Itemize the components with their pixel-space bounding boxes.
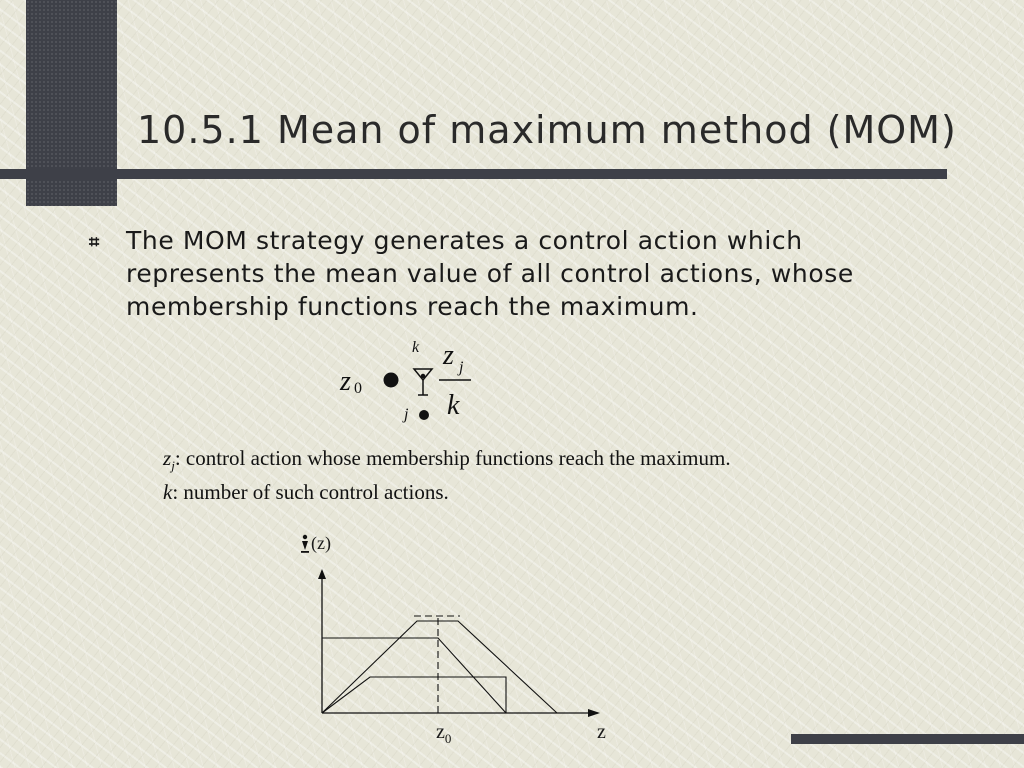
z0-label-subscript: 0 [444, 731, 452, 746]
formula-lhs: z [340, 366, 351, 397]
bottom-rule [791, 734, 1024, 744]
definition-zj-text: : control action whose membership functions reach the maximum. [174, 446, 731, 470]
bullet-text: The MOM strategy generates a control action which represents the mean value of all control actions, whose membership functions reach the maximum. [126, 226, 854, 321]
definition-zj [163, 446, 731, 474]
clipped-set-high [322, 638, 506, 713]
mu-icon [301, 535, 309, 553]
z0-label [436, 721, 451, 747]
sum-symbol-glyph [414, 369, 432, 395]
formula-symbols [375, 340, 495, 430]
definition-k-variable: k [163, 480, 173, 504]
y-axis-label: (z) [311, 533, 331, 553]
formula-denominator: k [447, 390, 460, 421]
title-rule [0, 169, 947, 179]
z0-label-var: z [436, 721, 445, 743]
definition-zj-subscript: j [171, 458, 175, 474]
formula-upper-limit: k [412, 339, 420, 356]
trapezoid-outer [322, 621, 557, 713]
bullet-icon: ⌗ [89, 232, 100, 253]
equals-small-glyph [419, 410, 429, 420]
formula-lhs-subscript: 0 [354, 380, 362, 397]
x-axis-label: z [597, 721, 606, 743]
x-axis-arrow [588, 709, 600, 717]
definition-zj-variable: z [163, 446, 172, 470]
formula-numerator-subscript: j [459, 359, 464, 376]
definition-k-text: : number of such control actions. [172, 480, 449, 504]
slide-title: 10.5.1 Mean of maximum method (MOM) [137, 108, 957, 152]
formula-numerator: z [443, 340, 454, 371]
membership-graph-lines [290, 525, 630, 755]
formula-lower-index: j [404, 406, 409, 423]
definition-k [163, 480, 449, 505]
equals-symbol-glyph [384, 373, 399, 388]
y-axis-arrow [318, 569, 326, 579]
